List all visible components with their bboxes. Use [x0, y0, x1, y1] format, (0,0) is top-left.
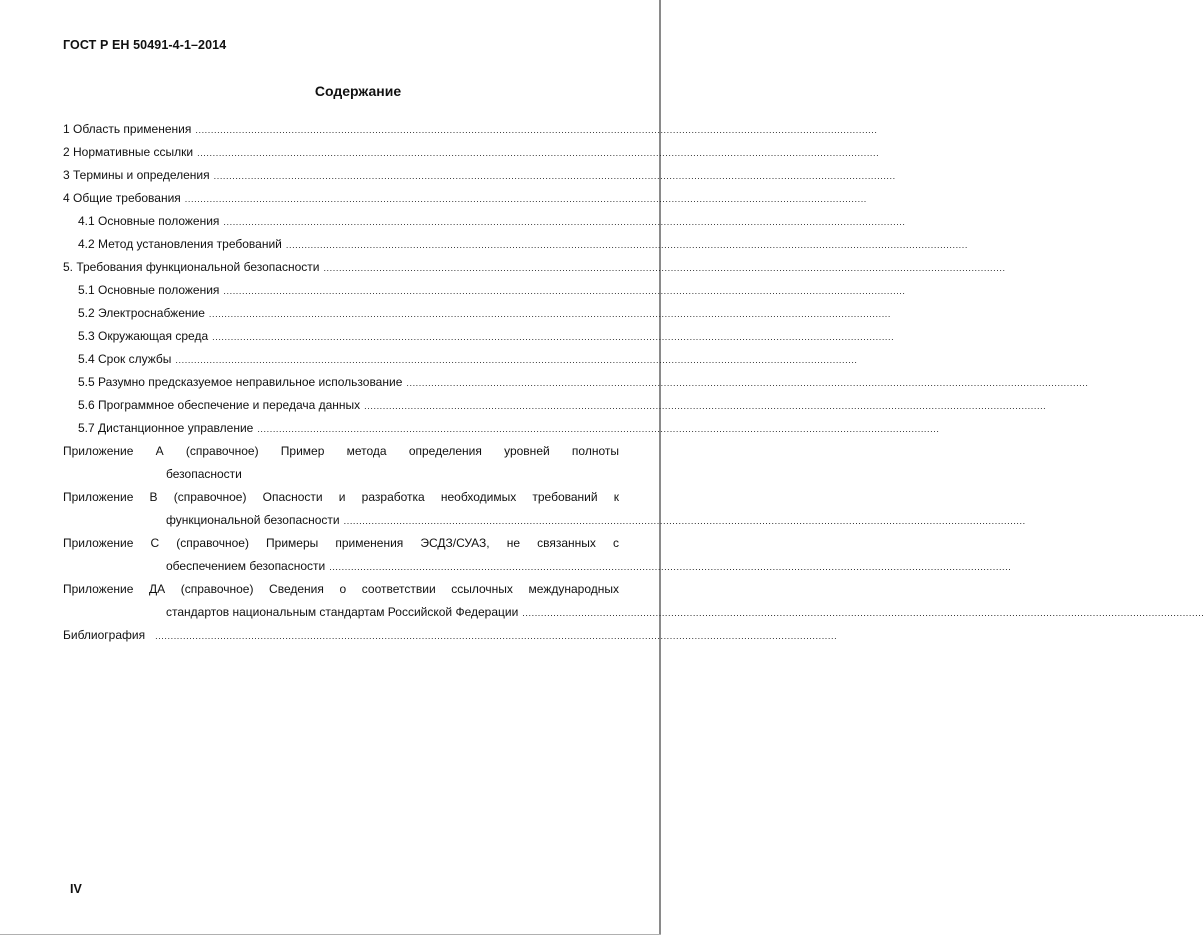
toc-entry-5-5[interactable]	[63, 371, 1089, 394]
appendix-continuation-line	[63, 463, 619, 486]
dot-leader: ............................................................................................................................................................................................................................	[406, 378, 1089, 388]
toc-entry-label: 4.1 Основные положения	[78, 214, 220, 228]
toc-entry-label: 5.1 Основные положения	[78, 283, 220, 297]
appendix-continuation-label: стандартов национальным стандартам Российской Федерации	[166, 605, 519, 619]
toc-entry-4-1[interactable]	[63, 210, 906, 233]
appendix-continuation-label: безопасности	[166, 467, 242, 481]
toc-entry-label: 5.5 Разумно предсказуемое неправильное использование	[78, 375, 403, 389]
toc-entry-label: 5.6 Программное обеспечение и передача данных	[78, 398, 361, 412]
toc-entry-label: 3 Термины и определения	[63, 168, 210, 182]
toc-appendix-a[interactable]	[63, 440, 619, 486]
dot-leader: ............................................................................................................................................................................................................................	[184, 194, 867, 204]
toc-entry-label: 5.3 Окружающая среда	[78, 329, 209, 343]
dot-leader: ............................................................................................................................................................................................................................	[285, 240, 968, 250]
dot-leader: ............................................................................................................................................................................................................................	[323, 263, 1006, 273]
dot-leader: ............................................................................................................................................................................................................................	[213, 171, 896, 181]
toc-entry-label: 4.2 Метод установления требований	[78, 237, 282, 251]
dot-leader: ............................................................................................................................................................................................................................	[197, 148, 880, 158]
dot-leader: ............................................................................................................................................................................................................................	[522, 608, 1204, 618]
appendix-title-line: Приложение С (справочное) Примеры применения ЭСДЗ/СУАЗ, не связанных с	[63, 536, 619, 550]
toc-appendix-c[interactable]	[63, 532, 1012, 578]
dot-leader: ............................................................................................................................................................................................................................	[223, 217, 906, 227]
appendix-title-line: Приложение А (справочное) Пример метода определения уровней полноты	[63, 444, 619, 458]
dot-leader: ............................................................................................................................................................................................................................	[223, 286, 906, 296]
dot-leader: ............................................................................................................................................................................................................................	[175, 355, 858, 365]
appendix-continuation-label: обеспечением безопасности	[166, 559, 326, 573]
appendix-continuation-line	[63, 601, 1204, 624]
toc-entry-label: 5.4 Срок службы	[78, 352, 172, 366]
toc-entry-label: 4 Общие требования	[63, 191, 181, 205]
toc-appendix-da[interactable]	[63, 578, 1204, 624]
toc-entry-label: 5. Требования функциональной безопасности	[63, 260, 320, 274]
dot-leader: ............................................................................................................................................................................................................................	[343, 516, 1026, 526]
toc-appendix-b[interactable]	[63, 486, 1026, 532]
table-of-contents	[63, 118, 1204, 647]
toc-entry-4-2[interactable]	[63, 233, 968, 256]
dot-leader: ............................................................................................................................................................................................................................	[155, 631, 838, 641]
toc-entry-5-1[interactable]	[63, 279, 906, 302]
dot-leader: ............................................................................................................................................................................................................................	[195, 125, 878, 135]
toc-entry-5-7[interactable]	[63, 417, 940, 440]
dot-leader: ............................................................................................................................................................................................................................	[329, 562, 1012, 572]
appendix-title-line: Приложение ДА (справочное) Сведения о соответствии ссылочных международных	[63, 582, 619, 596]
toc-entry-label: 5.7 Дистанционное управление	[78, 421, 254, 435]
toc-entry-label: Библиография	[63, 628, 146, 642]
appendix-continuation-line	[63, 555, 1012, 578]
dot-leader: ............................................................................................................................................................................................................................	[208, 309, 891, 319]
appendix-continuation-label: функциональной безопасности	[166, 513, 340, 527]
dot-leader: ............................................................................................................................................................................................................................	[364, 401, 1047, 411]
standard-code-header: ГОСТ Р ЕН 50491-4-1–2014	[63, 38, 227, 52]
toc-entry-bibliography[interactable]	[63, 624, 838, 647]
dot-leader: ............................................................................................................................................................................................................................	[257, 424, 940, 434]
toc-entry-label: 5.2 Электроснабжение	[78, 306, 205, 320]
toc-entry-label: 2 Нормативные ссылки	[63, 145, 194, 159]
toc-entry-5-3[interactable]	[63, 325, 895, 348]
toc-entry-5-2[interactable]	[63, 302, 891, 325]
page-number: IV	[70, 882, 82, 896]
toc-entry-5-6[interactable]	[63, 394, 1047, 417]
appendix-title-line: Приложение В (справочное) Опасности и разработка необходимых требований к	[63, 490, 619, 504]
toc-entry-2[interactable]	[63, 141, 880, 164]
appendix-continuation-line	[63, 509, 1026, 532]
toc-entry-4[interactable]	[63, 187, 867, 210]
toc-entry-3[interactable]	[63, 164, 896, 187]
toc-entry-5[interactable]	[63, 256, 1006, 279]
toc-entry-label: 1 Область применения	[63, 122, 192, 136]
toc-title: Содержание	[314, 83, 402, 99]
dot-leader: ............................................................................................................................................................................................................................	[212, 332, 895, 342]
toc-entry-5-4[interactable]	[63, 348, 858, 371]
toc-entry-1[interactable]	[63, 118, 878, 141]
